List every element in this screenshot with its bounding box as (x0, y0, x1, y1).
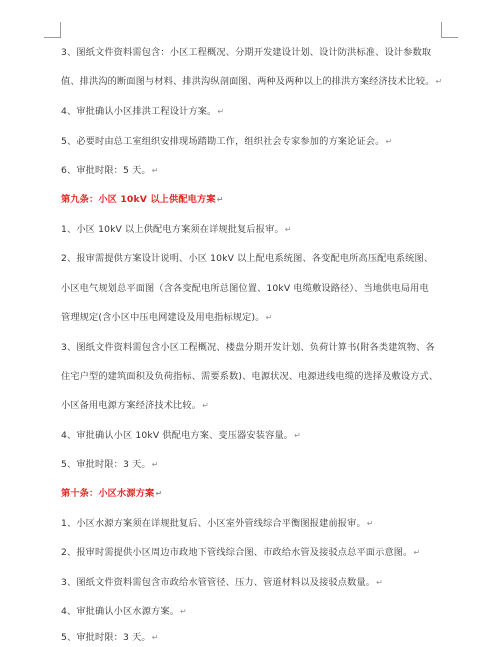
paragraph-mark-icon: ↵ (217, 107, 225, 116)
line-text: 住宅户型的建筑面积及负荷指标、需要系数)、电源状况、电源进线电缆的选择及敷设方式、 (61, 371, 439, 382)
line-text: 小区备用电源方案经济技术比较。 (61, 400, 202, 411)
line-text: 4、审批确认小区水源方案。 (61, 606, 180, 617)
paragraph-mark-icon: ↵ (435, 77, 443, 86)
paragraph-line (61, 76, 442, 88)
line-text: 1、小区 10kV 以上供配电方案须在详规批复后报审。 (61, 224, 284, 235)
paragraph-line (61, 136, 392, 148)
paragraph-line (61, 47, 431, 59)
paragraph-line (61, 400, 209, 412)
margin-corner-mark (441, 22, 442, 38)
line-text: 5、必要时由总工室组织安排现场踏勘工作，组织社会专家参加的方案论证会。 (61, 136, 385, 147)
paragraph-line (61, 165, 159, 177)
paragraph-mark-icon: ↵ (216, 195, 224, 204)
line-text: 1、小区水源方案须在详规批复后、小区室外管线综合平衡图报建前报审。 (61, 518, 366, 529)
margin-corner-mark (60, 22, 61, 38)
paragraph-line (61, 518, 374, 530)
paragraph-mark-icon: ↵ (385, 137, 393, 146)
line-text: 5、审批时限：3 天。 (61, 632, 151, 643)
paragraph-line (61, 224, 292, 236)
line-text: 4、审批确认小区排洪工程设计方案。 (61, 106, 217, 117)
margin-corner-mark (441, 37, 458, 38)
paragraph-line (61, 577, 383, 589)
paragraph-mark-icon: ↵ (151, 460, 159, 469)
line-text: 4、审批确认小区 10kV 供配电方案、变压器安装容量。 (61, 430, 294, 441)
paragraph-line (61, 253, 433, 265)
paragraph-line (61, 342, 435, 354)
line-text: 小区电气规划总平面图（含各变配电所总图位置、10kV 电缆敷设路径）、当地供电局用电 (61, 283, 429, 294)
line-text: 5、审批时限：3 天。 (61, 459, 151, 470)
paragraph-mark-icon: ↵ (376, 578, 383, 587)
paragraph-mark-icon: ↵ (366, 519, 374, 528)
line-text: 值、排洪沟的断面图与材料、排洪沟纵剖面图、两种及两种以上的排洪方案经济技术比较。 (61, 76, 435, 87)
paragraph-mark-icon: ↵ (413, 548, 421, 557)
line-text: 3、图纸文件资料需包含小区工程概况、楼盘分期开发计划、负荷计算书(附各类建筑物、各 (61, 342, 435, 353)
paragraph-line (61, 459, 159, 471)
paragraph-line (61, 312, 272, 324)
line-text: 6、审批时限：5 天。 (61, 165, 151, 176)
paragraph-mark-icon: ↵ (180, 607, 187, 616)
line-text: 3、图纸文件资料需包含：小区工程概况、分期开发建设计划、设计防洪标准、设计参数取 (61, 47, 432, 58)
paragraph-line (61, 632, 159, 644)
paragraph-mark-icon: ↵ (151, 633, 159, 642)
paragraph-mark-icon: ↵ (294, 431, 301, 440)
line-text: 管理规定(含小区中压电网建设及用电指标规定)。 (61, 312, 265, 323)
line-text: 3、图纸文件资料需包含市政给水管管径、压力、管道材料以及接驳点数量。 (61, 577, 376, 588)
heading-text: 第九条：小区 10kV 以上供配电方案 (61, 194, 216, 205)
paragraph-mark-icon: ↵ (202, 401, 209, 410)
paragraph-mark-icon: ↵ (151, 166, 159, 175)
margin-corner-mark (44, 37, 61, 38)
paragraph-mark-icon: ↵ (265, 313, 273, 322)
line-text: 2、报审时需提供小区周边市政地下管线综合图、市政给水管及接驳点总平面示意图。 (61, 547, 413, 558)
paragraph-line (61, 283, 429, 295)
line-text: 2、报审需提供方案设计说明、小区 10kV 以上配电系统图、各变配电所高压配电系统图、 (61, 253, 434, 264)
section-heading (61, 488, 162, 500)
section-heading (61, 194, 224, 206)
paragraph-line (61, 606, 187, 618)
paragraph-mark-icon: ↵ (155, 489, 163, 498)
paragraph-line (61, 371, 438, 383)
paragraph-line (61, 106, 224, 118)
paragraph-line (61, 547, 420, 559)
paragraph-mark-icon: ↵ (284, 225, 292, 234)
heading-text: 第十条：小区水源方案 (61, 488, 155, 499)
paragraph-line (61, 430, 301, 442)
